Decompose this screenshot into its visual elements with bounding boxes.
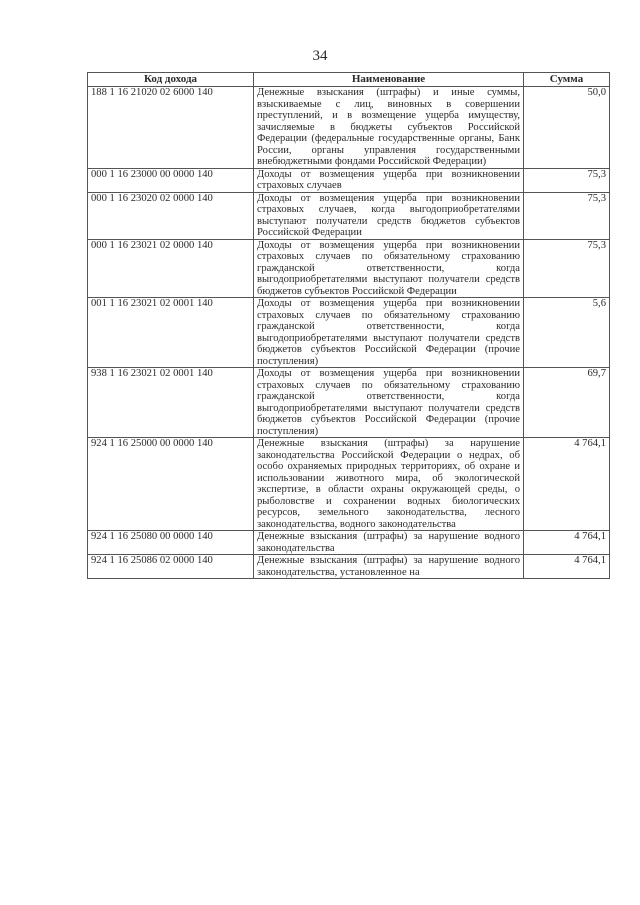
revenue-sum: 4 764,1: [524, 555, 610, 579]
revenue-code: 000 1 16 23020 02 0000 140: [88, 192, 254, 239]
revenue-sum: 5,6: [524, 298, 610, 368]
revenue-sum: 75,3: [524, 239, 610, 298]
revenue-sum: 4 764,1: [524, 438, 610, 531]
table-row: [88, 87, 610, 169]
table-row: [88, 168, 610, 192]
revenue-code: 000 1 16 23000 00 0000 140: [88, 168, 254, 192]
revenue-name: Доходы от возмещения ущерба при возникновении страховых случаев по обязательному страхованию гражданской ответственности, когда выгодоприобретателями выступают получатели средств бюджетов субъектов Российской Федерации (прочие поступления): [254, 298, 524, 368]
revenue-code: 001 1 16 23021 02 0001 140: [88, 298, 254, 368]
table-row: [88, 531, 610, 555]
revenue-sum: 50,0: [524, 87, 610, 169]
revenue-name: Денежные взыскания (штрафы) за нарушение водного законодательства, установленное на: [254, 555, 524, 579]
revenue-table: [87, 72, 610, 579]
table-row: [88, 239, 610, 298]
revenue-name: Денежные взыскания (штрафы) и иные суммы, взыскиваемые с лиц, виновных в совершении преступлений, и в возмещение ущерба имуществу, зачисляемые в бюджеты субъектов Российской Федерации (федеральные государственные органы, Банк России, органы управления государственными внебюджетными фондами Российской Федерации): [254, 87, 524, 169]
revenue-name: Денежные взыскания (штрафы) за нарушение законодательства Российской Федерации о недрах, об особо охраняемых природных территориях, об охране и использовании животного мира, об экологической экспертизе, в области охраны окружающей среды, о рыболовстве и сохранении водных биологических ресурсов, земельного законодательства, лесного законодательства, водного законодательства: [254, 438, 524, 531]
table-row: [88, 298, 610, 368]
revenue-code: 924 1 16 25000 00 0000 140: [88, 438, 254, 531]
table-header-row: [88, 73, 610, 87]
table-row: [88, 192, 610, 239]
revenue-sum: 4 764,1: [524, 531, 610, 555]
revenue-code: 924 1 16 25080 00 0000 140: [88, 531, 254, 555]
revenue-code: 000 1 16 23021 02 0000 140: [88, 239, 254, 298]
revenue-name: Доходы от возмещения ущерба при возникновении страховых случаев, когда выгодоприобретателями выступают получатели средств бюджетов субъектов Российской Федерации: [254, 192, 524, 239]
table-row: [88, 555, 610, 579]
revenue-sum: 75,3: [524, 192, 610, 239]
revenue-code: 188 1 16 21020 02 6000 140: [88, 87, 254, 169]
table-row: [88, 368, 610, 438]
revenue-code: 938 1 16 23021 02 0001 140: [88, 368, 254, 438]
table-row: [88, 438, 610, 531]
revenue-sum: 69,7: [524, 368, 610, 438]
header-name: Наименование: [254, 73, 524, 87]
revenue-name: Доходы от возмещения ущерба при возникновении страховых случаев: [254, 168, 524, 192]
header-sum: Сумма: [524, 73, 610, 87]
page-number: 34: [312, 48, 328, 64]
revenue-code: 924 1 16 25086 02 0000 140: [88, 555, 254, 579]
header-code: Код дохода: [88, 73, 254, 87]
revenue-name: Денежные взыскания (штрафы) за нарушение водного законодательства: [254, 531, 524, 555]
revenue-name: Доходы от возмещения ущерба при возникновении страховых случаев по обязательному страхованию гражданской ответственности, когда выгодоприобретателями выступают получатели средств бюджетов субъектов Российской Федерации (прочие поступления): [254, 368, 524, 438]
revenue-sum: 75,3: [524, 168, 610, 192]
revenue-name: Доходы от возмещения ущерба при возникновении страховых случаев по обязательному страхованию гражданской ответственности, когда выгодоприобретателями выступают получатели средств бюджетов субъектов Российской Федерации: [254, 239, 524, 298]
